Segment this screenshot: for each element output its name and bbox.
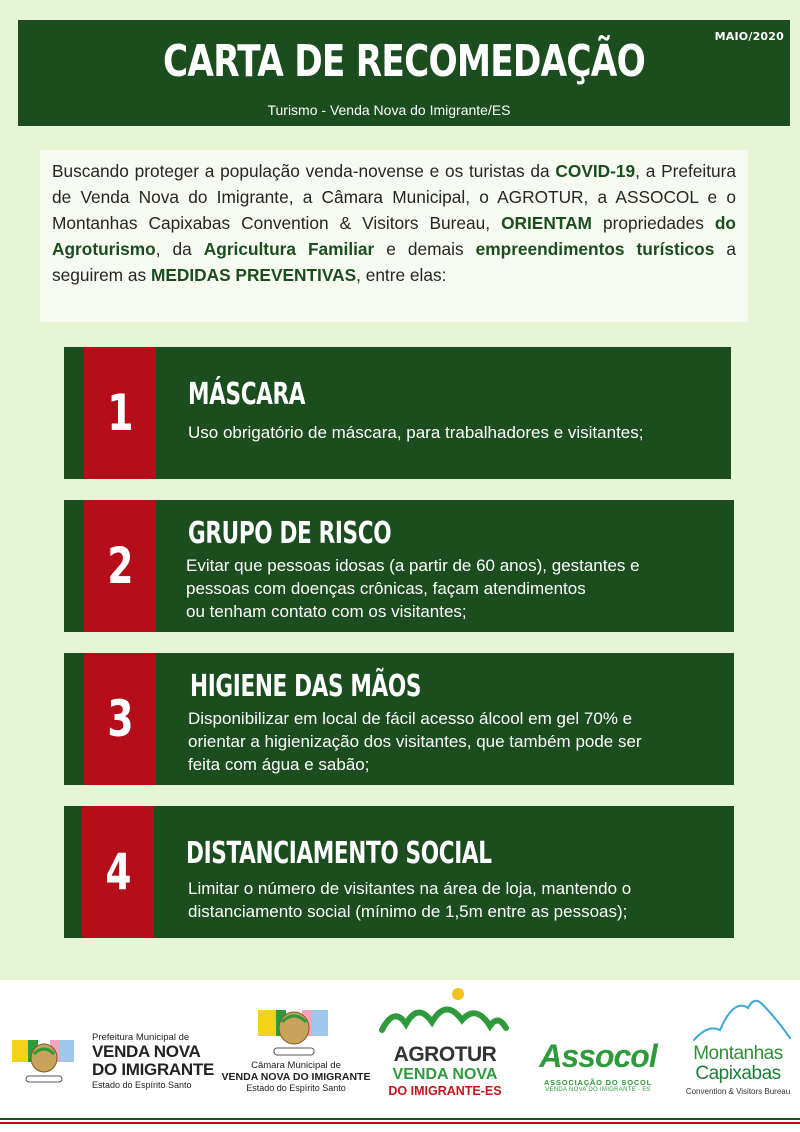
intro-highlight: Agricultura Familiar: [203, 239, 375, 259]
intro-paragraph: [52, 158, 736, 288]
measure-text: Evitar que pessoas idosas (a partir de 60 anos), gestantes e pessoas com doenças crônicas, façam atendimentos ou tenham contato com os visitantes;: [186, 556, 640, 621]
intro-highlight: ORIENTAM: [501, 213, 592, 233]
date-label: MAIO/2020: [714, 30, 784, 43]
intro-text-run: a seguirem as: [52, 239, 736, 285]
measure-card-1: [64, 347, 731, 479]
intro-text-run: e demais: [374, 239, 476, 259]
montanhas-logo-text: Montanhas Capixabas Convention & Visitors Bureau: [685, 1043, 791, 1096]
camara-logo-text: Câmara Municipal de VENDA NOVA DO IMIGRANTE Estado do Espírito Santo: [221, 1060, 371, 1093]
measure-text: Limitar o número de visitantes na área de loja, mantendo o distanciamento social (mínimo de 1,5m entre as pessoas);: [188, 879, 632, 921]
measure-title: DISTANCIAMENTO SOCIAL: [186, 836, 492, 871]
intro-highlight: do Agroturismo: [52, 213, 736, 259]
measure-text: Disponibilizar em local de fácil acesso álcool em gel 70% e orientar a higienização dos visitantes, que também pode ser feita com água e sabão;: [188, 709, 642, 774]
intro-text-run: propriedades: [591, 213, 715, 233]
camara-crest-icon: [252, 996, 336, 1062]
intro-highlight: MEDIDAS PREVENTIVAS: [150, 265, 357, 285]
intro-text-run: Buscando proteger a população venda-novense e os turistas da: [52, 161, 556, 181]
footer-logos: [0, 980, 800, 1132]
agrotur-logo-text: AGROTUR VENDA NOVA DO IMIGRANTE-ES: [388, 1043, 502, 1098]
intro-text-run: , da: [155, 239, 204, 259]
measure-number: 3: [84, 653, 156, 785]
measure-card-2: [64, 500, 734, 632]
measure-card-4: [64, 806, 734, 938]
intro-box: [40, 150, 748, 322]
intro-text-run: , a Prefeitura de Venda Nova do Imigrante, a Câmara Municipal, o AGROTUR, a ASSOCOL e o Montanhas Capixabas Convention & Visitors Bureau,: [52, 161, 736, 233]
measure-number: 1: [84, 347, 156, 479]
intro-text-run: , entre elas:: [356, 265, 447, 285]
footer-stripes: [0, 1118, 800, 1124]
measure-title: MÁSCARA: [188, 377, 306, 412]
measure-number: 2: [84, 500, 156, 632]
agrotur-mountains-icon: [378, 984, 510, 1040]
intro-highlight: empreendimentos turísticos: [475, 239, 715, 259]
measure-number: 4: [82, 806, 154, 938]
intro-highlight: COVID-19: [555, 161, 636, 181]
measure-title: GRUPO DE RISCO: [188, 516, 392, 551]
measure-text: Uso obrigatório de máscara, para trabalhadores e visitantes;: [188, 423, 644, 442]
measure-card-3: [64, 653, 734, 785]
page-title: CARTA DE RECOMEDAÇÃO: [163, 36, 645, 87]
header-banner: [18, 20, 790, 126]
montanhas-mountain-icon: [690, 994, 794, 1044]
measure-title: HIGIENE DAS MÃOS: [190, 669, 422, 704]
prefeitura-logo-text: Prefeitura Municipal de VENDA NOVA DO IMIGRANTE Estado do Espírito Santo: [92, 1032, 215, 1090]
page-subtitle: Turismo - Venda Nova do Imigrante/ES: [267, 102, 511, 118]
prefeitura-crest-icon: [8, 1032, 80, 1092]
assocol-logo-text: Assocol ASSOCIAÇÃO DO SOCOL VENDA NOVA DO IMIGRANTE - ES: [539, 1038, 657, 1093]
